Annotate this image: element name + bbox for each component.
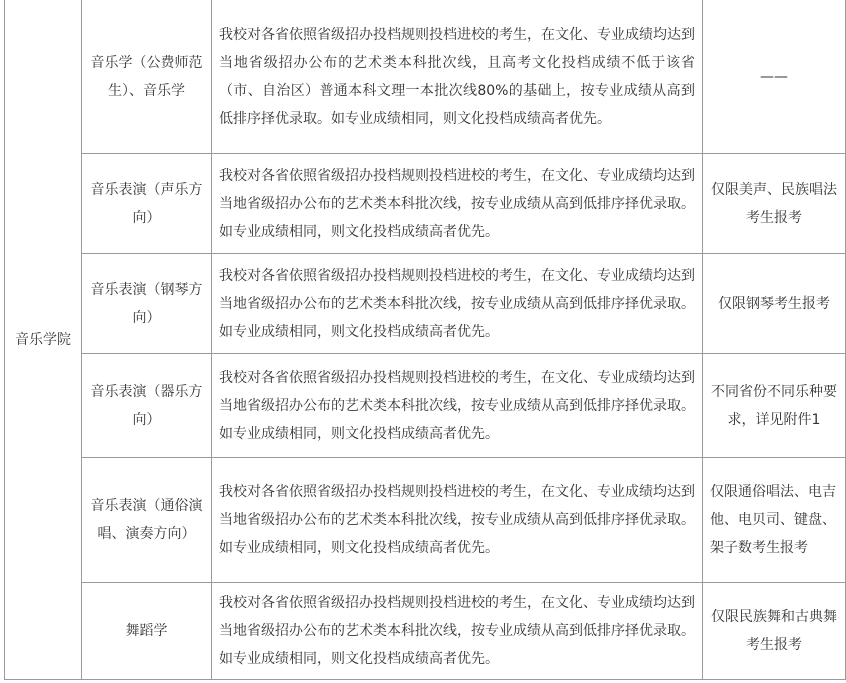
major-name: 音乐表演（声乐方向） — [82, 154, 212, 254]
application-note: 仅限钢琴考生报考 — [703, 254, 846, 354]
admission-rules-table — [4, 0, 846, 680]
application-note: 不同省份不同乐种要求，详见附件1 — [703, 354, 846, 458]
major-name: 音乐表演（钢琴方向） — [82, 254, 212, 354]
admission-rule: 我校对各省依照省级招办投档规则投档进校的考生，在文化、专业成绩均达到当地省级招办公布的艺术类本科批次线，按专业成绩从高到低排序择优录取。如专业成绩相同，则文化投档成绩高者优先。 — [212, 154, 703, 254]
table-row — [5, 254, 846, 354]
major-name: 音乐表演（器乐方向） — [82, 354, 212, 458]
table-row — [5, 0, 846, 154]
table-row — [5, 583, 846, 680]
table-row — [5, 458, 846, 583]
admission-rule: 我校对各省依照省级招办投档规则投档进校的考生，在文化、专业成绩均达到当地省级招办公布的艺术类本科批次线，按专业成绩从高到低排序择优录取。如专业成绩相同，则文化投档成绩高者优先。 — [212, 458, 703, 583]
major-name: 舞蹈学 — [82, 583, 212, 680]
admission-rule: 我校对各省依照省级招办投档规则投档进校的考生，在文化、专业成绩均达到当地省级招办公布的艺术类本科批次线，且高考文化投档成绩不低于该省（市、自治区）普通本科文理一本批次线80%的基础上，按专业成绩从高到低排序择优录取。如专业成绩相同，则文化投档成绩高者优先。 — [212, 0, 703, 154]
application-note: —— — [703, 0, 846, 154]
college-name: 音乐学院 — [5, 0, 82, 680]
admission-rule: 我校对各省依照省级招办投档规则投档进校的考生，在文化、专业成绩均达到当地省级招办公布的艺术类本科批次线，按专业成绩从高到低排序择优录取。如专业成绩相同，则文化投档成绩高者优先。 — [212, 354, 703, 458]
application-note: 仅限美声、民族唱法考生报考 — [703, 154, 846, 254]
application-note: 仅限民族舞和古典舞考生报考 — [703, 583, 846, 680]
application-note: 仅限通俗唱法、电吉他、电贝司、键盘、架子数考生报考 — [703, 458, 846, 583]
table-row — [5, 354, 846, 458]
major-name: 音乐学（公费师范生）、音乐学 — [82, 0, 212, 154]
table-row — [5, 154, 846, 254]
admission-rule: 我校对各省依照省级招办投档规则投档进校的考生，在文化、专业成绩均达到当地省级招办公布的艺术类本科批次线，按专业成绩从高到低排序择优录取。如专业成绩相同，则文化投档成绩高者优先。 — [212, 583, 703, 680]
admission-rule: 我校对各省依照省级招办投档规则投档进校的考生，在文化、专业成绩均达到当地省级招办公布的艺术类本科批次线，按专业成绩从高到低排序择优录取。如专业成绩相同，则文化投档成绩高者优先。 — [212, 254, 703, 354]
major-name: 音乐表演（通俗演唱、演奏方向） — [82, 458, 212, 583]
